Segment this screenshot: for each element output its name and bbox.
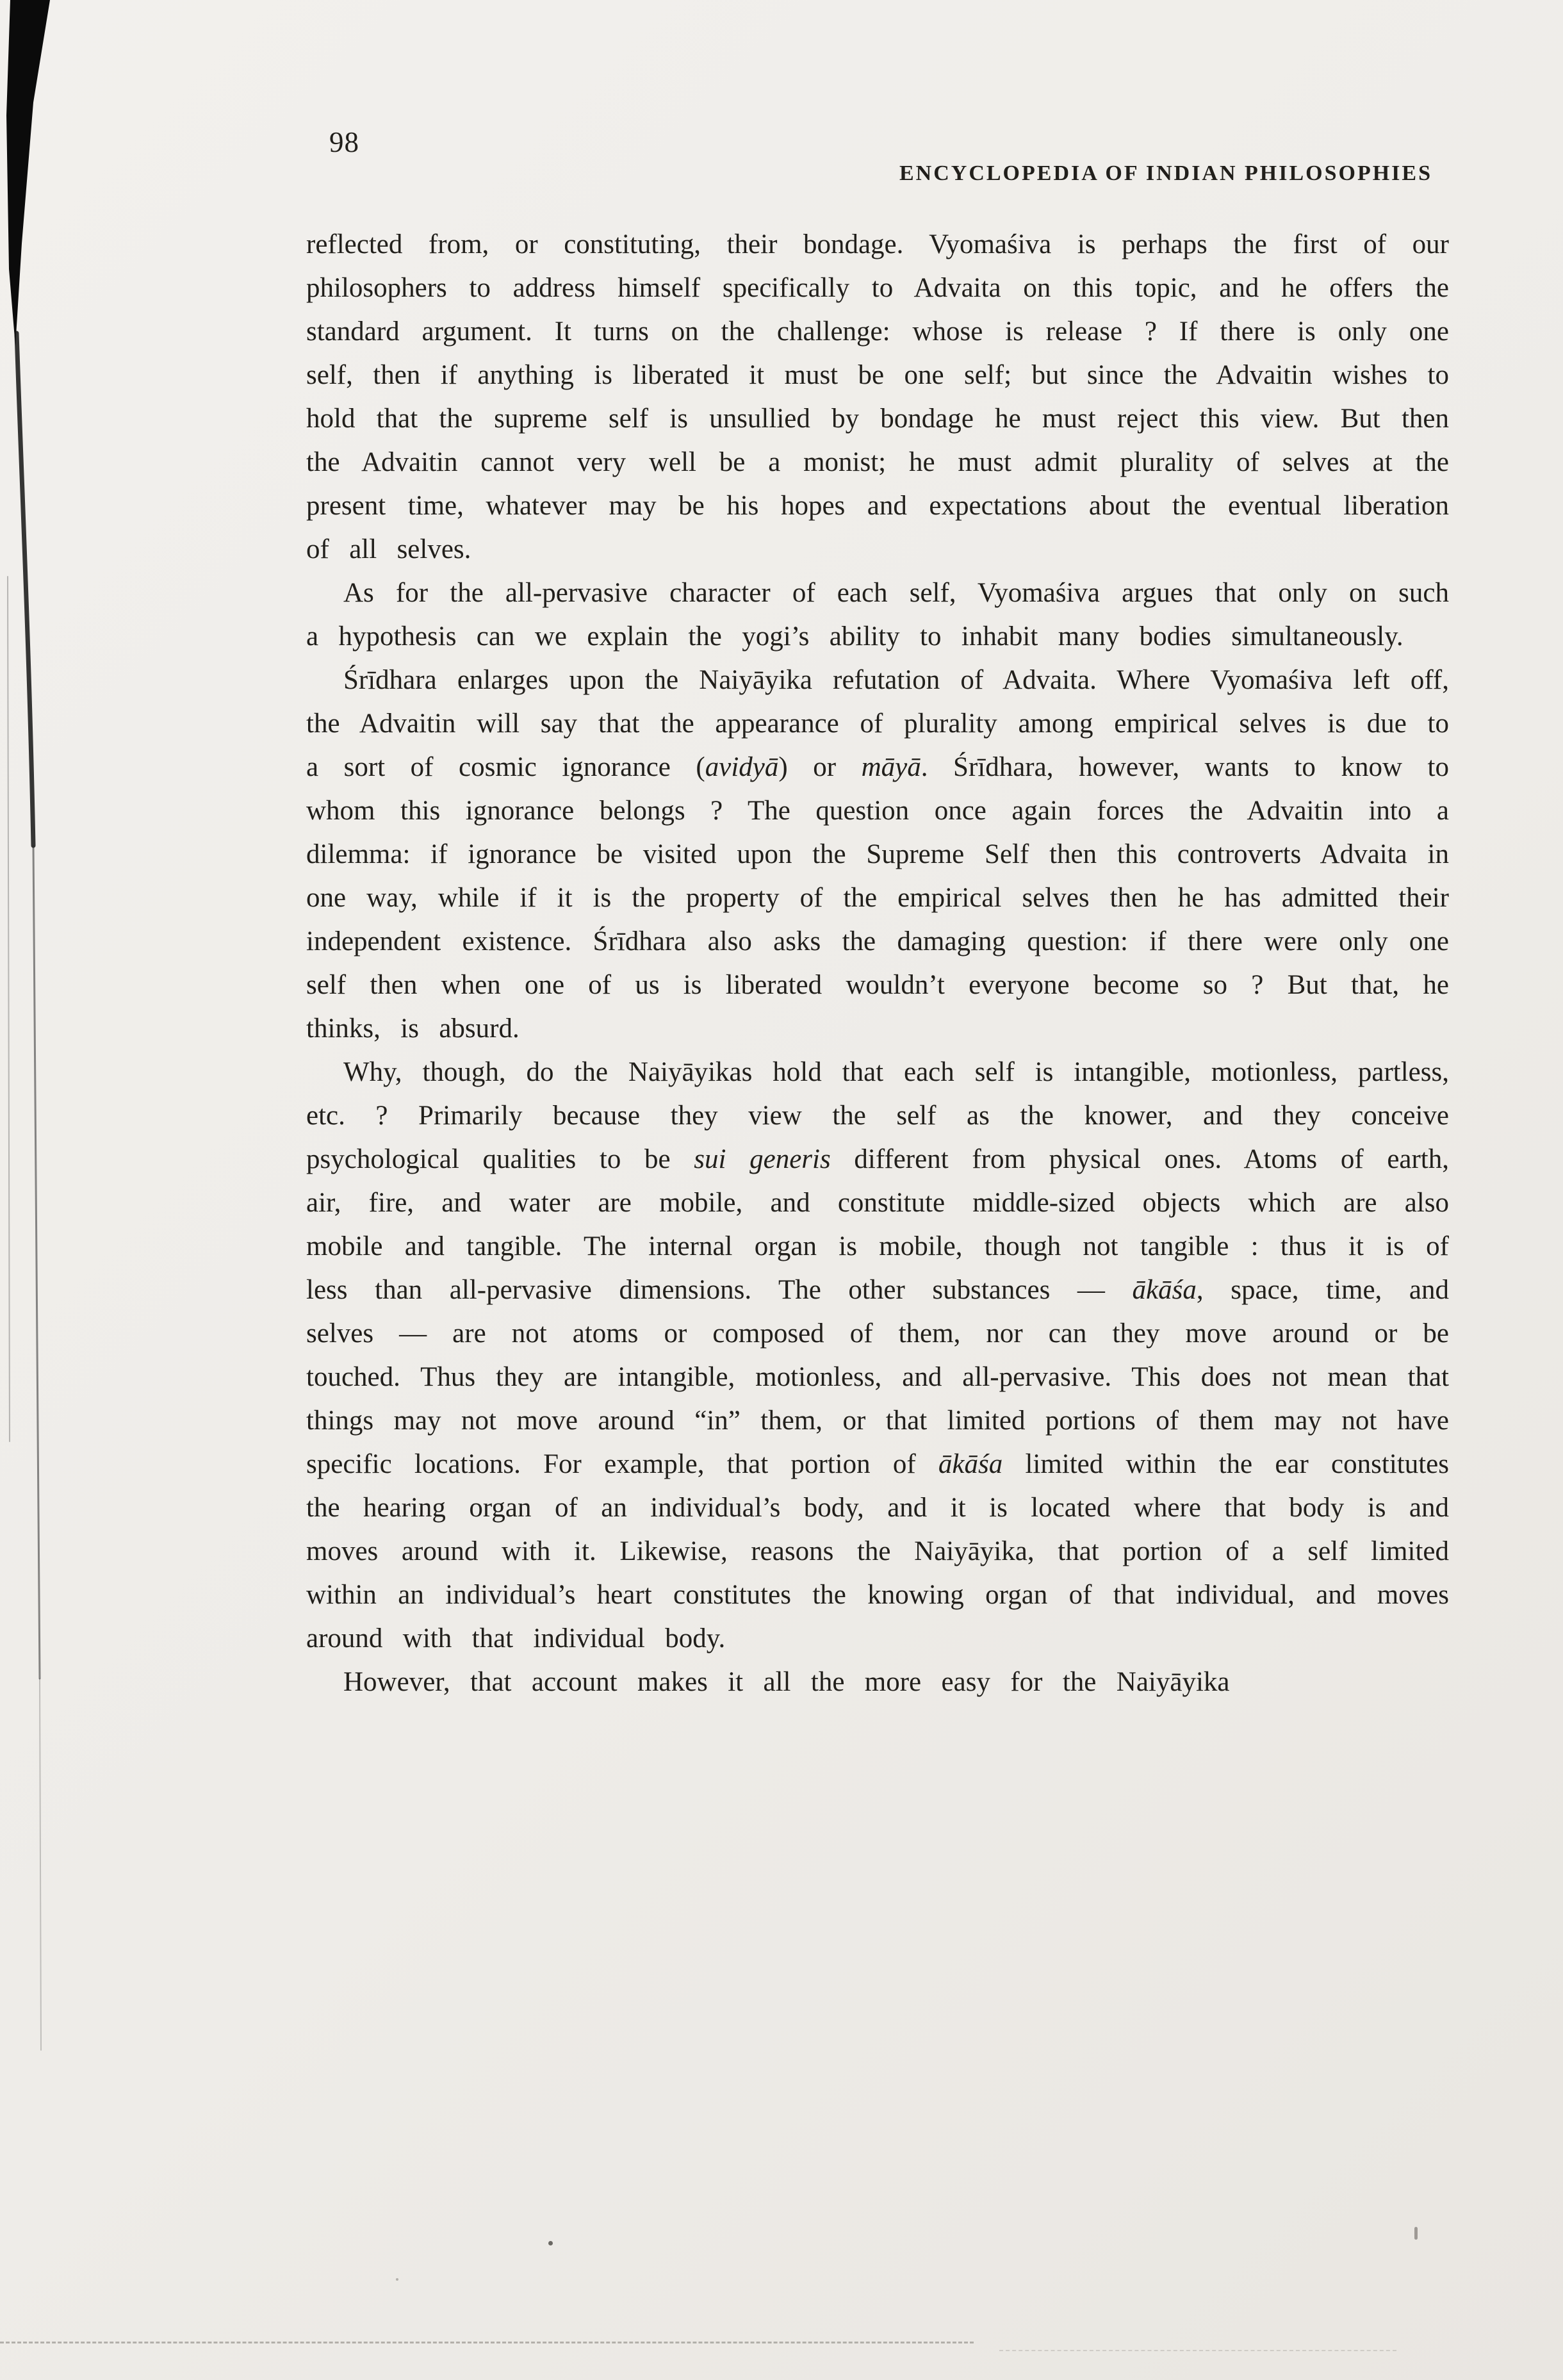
text-run: limited within the ear constitutes the hearing organ of an individual’s body, and it is located where that body is and moves around with it. Likewise, reasons the Naiyāyika, that portion of a self limited within an individual’s heart constitutes the knowing organ of that individual, and moves around with that individual body. xyxy=(306,1449,1449,1654)
text-run: ) or xyxy=(778,752,862,782)
paragraph xyxy=(306,1661,1449,1704)
running-header: ENCYCLOPEDIA OF INDIAN PHILOSOPHIES xyxy=(899,161,1432,185)
scan-speck-artifact xyxy=(548,2241,553,2245)
text-run: Why, though, do the Naiyāyikas hold that each self is intangible, motionless, partless, etc. ? Primarily because they view the self as the knower, and they conceive psychological qualities to be xyxy=(306,1057,1449,1174)
scan-dashed-line-artifact xyxy=(0,2342,974,2343)
scan-binding-artifact xyxy=(0,0,77,2380)
scan-speck-artifact xyxy=(396,2278,398,2281)
italic-term: ākāśa xyxy=(938,1449,1003,1479)
body-text xyxy=(306,126,1449,1704)
italic-term: ākāśa xyxy=(1132,1275,1197,1305)
paragraph xyxy=(306,659,1449,1051)
scan-speck-artifact xyxy=(1414,2227,1418,2240)
text-run: However, that account makes it all the more easy for the Naiyāyika xyxy=(343,1667,1230,1697)
paragraph xyxy=(306,223,1449,571)
text-run: . Śrīdhara, however, wants to know to whom this ignorance belongs ? The question once again forces the Advaitin into a dilemma: if ignorance be visited upon the Supreme Self then this controverts Advaita in one way, while if it is the property of the empirical selves then he has admitted their independent existence. Śrīdhara also asks the damaging question: if there were only one self then when one of us is liberated wouldn’t everyone become so ? But that, he thinks, is absurd. xyxy=(306,752,1450,1044)
italic-term: avidyā xyxy=(705,752,779,782)
italic-term: māyā xyxy=(861,752,921,782)
text-run: , space, time, and selves — are not atoms or composed of them, nor can they move around or be touched. Thus they are intangible, motionless, and all-pervasive. This does not mean that things may not move around “in” them, or that limited portions of them may not have specific locations. For example, that portion of xyxy=(306,1275,1449,1479)
page-content xyxy=(306,126,1449,1704)
text-run: As for the all-pervasive character of each self, Vyomaśiva argues that only on such a hypothesis can we explain the yogi’s ability to inhabit many bodies simultaneously. xyxy=(306,578,1449,652)
paragraph xyxy=(306,1051,1449,1661)
italic-term: sui generis xyxy=(694,1144,831,1174)
text-run: different from physical ones. Atoms of earth, air, fire, and water are mobile, and constitute middle-sized objects which are also mobile and tangible. The internal organ is mobile, though not tangible : thus it is of less than all-pervasive dimensions. The other substances — xyxy=(306,1144,1450,1305)
text-run: reflected from, or constituting, their bondage. Vyomaśiva is perhaps the first of our philosophers to address himself specifically to Advaita on this topic, and he offers the standard argument. It turns on the challenge: whose is release ? If there is only one self, then if anything is liberated it must be one self; but since the Advaitin wishes to hold that the supreme self is unsullied by bondage he must reject this view. But then the Advaitin cannot very well be a monist; he must admit plurality of selves at the present time, whatever may be his hopes and expectations about the eventual liberation of all selves. xyxy=(306,229,1449,564)
page-number: 98 xyxy=(329,126,359,158)
scan-dashed-line-artifact-2 xyxy=(999,2350,1396,2351)
paragraph xyxy=(306,571,1449,659)
text-run: Śrīdhara enlarges upon the Naiyāyika refutation of Advaita. Where Vyomaśiva left off, the Advaitin will say that the appearance of plurality among empirical selves is due to a sort of cosmic ignorance ( xyxy=(306,665,1449,782)
